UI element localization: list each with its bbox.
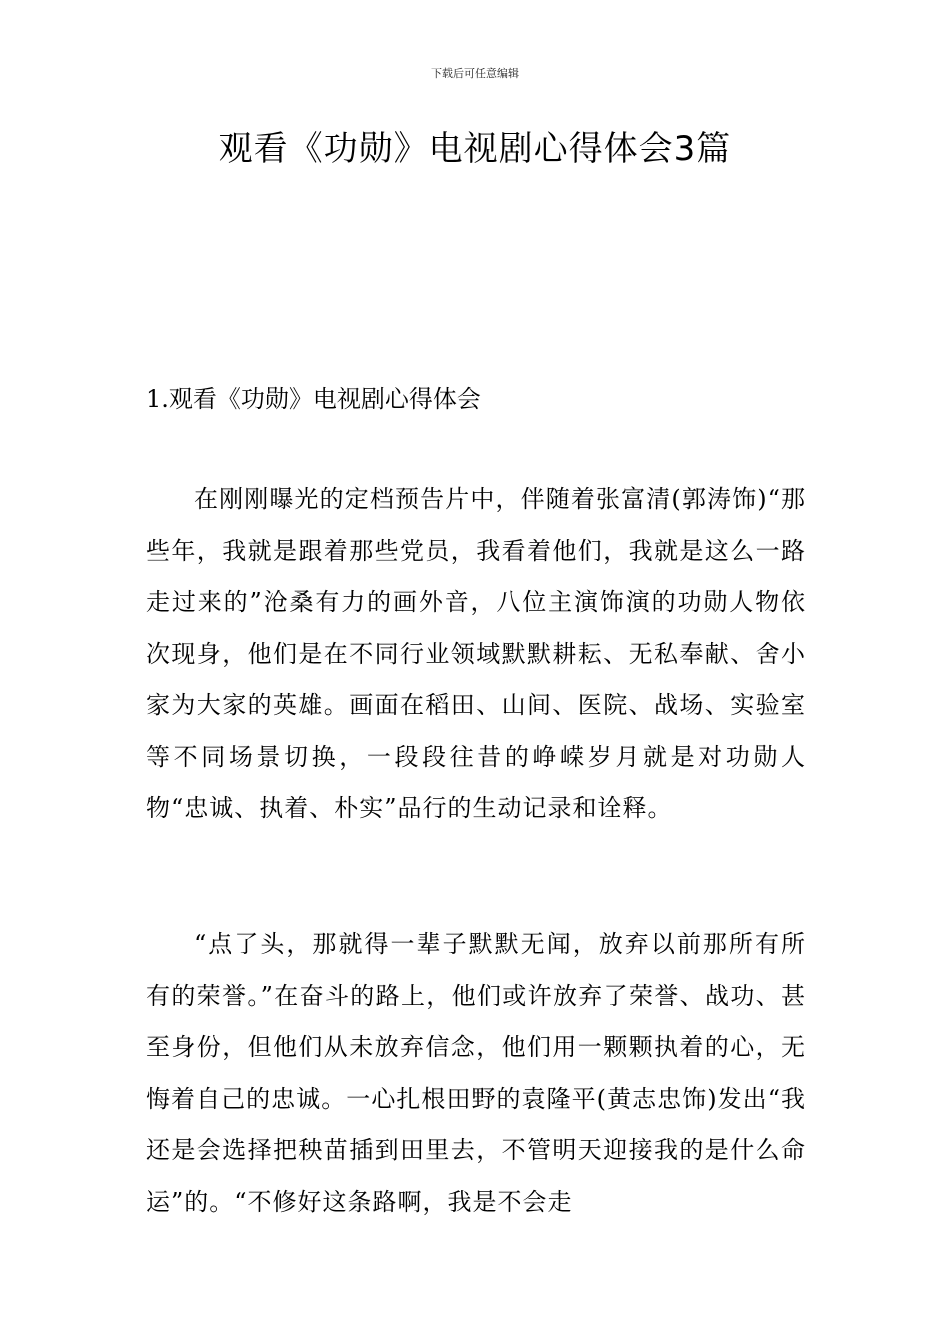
section-heading: 1.观看《功勋》电视剧心得体会 bbox=[146, 385, 481, 413]
body-paragraph: 在刚刚曝光的定档预告片中，伴随着张富清(郭涛饰)“那些年，我就是跟着那些党员，我看着他们，我就是这么一路走过来的”沧桑有力的画外音，八位主演饰演的功勋人物依次现身，他们是在不同行业领域默默耕耘、无私奉献、舍小家为大家的英雄。画面在稻田、山间、医院、战场、实验室等不同场景切换，一段段往昔的峥嵘岁月就是对功勋人物“忠诚、执着、朴实”品行的生动记录和诠释。 bbox=[146, 485, 806, 822]
body-paragraph: “点了头，那就得一辈子默默无闻，放弃以前那所有所有的荣誉。”在奋斗的路上，他们或许放弃了荣誉、战功、甚至身份，但他们从未放弃信念，他们用一颗颗执着的心，无悔着自己的忠诚。一心扎根田野的袁隆平(黄志忠饰)发出“我还是会选择把秧苗插到田里去，不管明天迎接我的是什么命运”的。“不修好这条路啊，我是不会走 bbox=[146, 930, 806, 1216]
document-title: 观看《功勋》电视剧心得体会3篇 bbox=[218, 129, 732, 169]
header-note: 下载后可任意编辑 bbox=[431, 67, 519, 80]
